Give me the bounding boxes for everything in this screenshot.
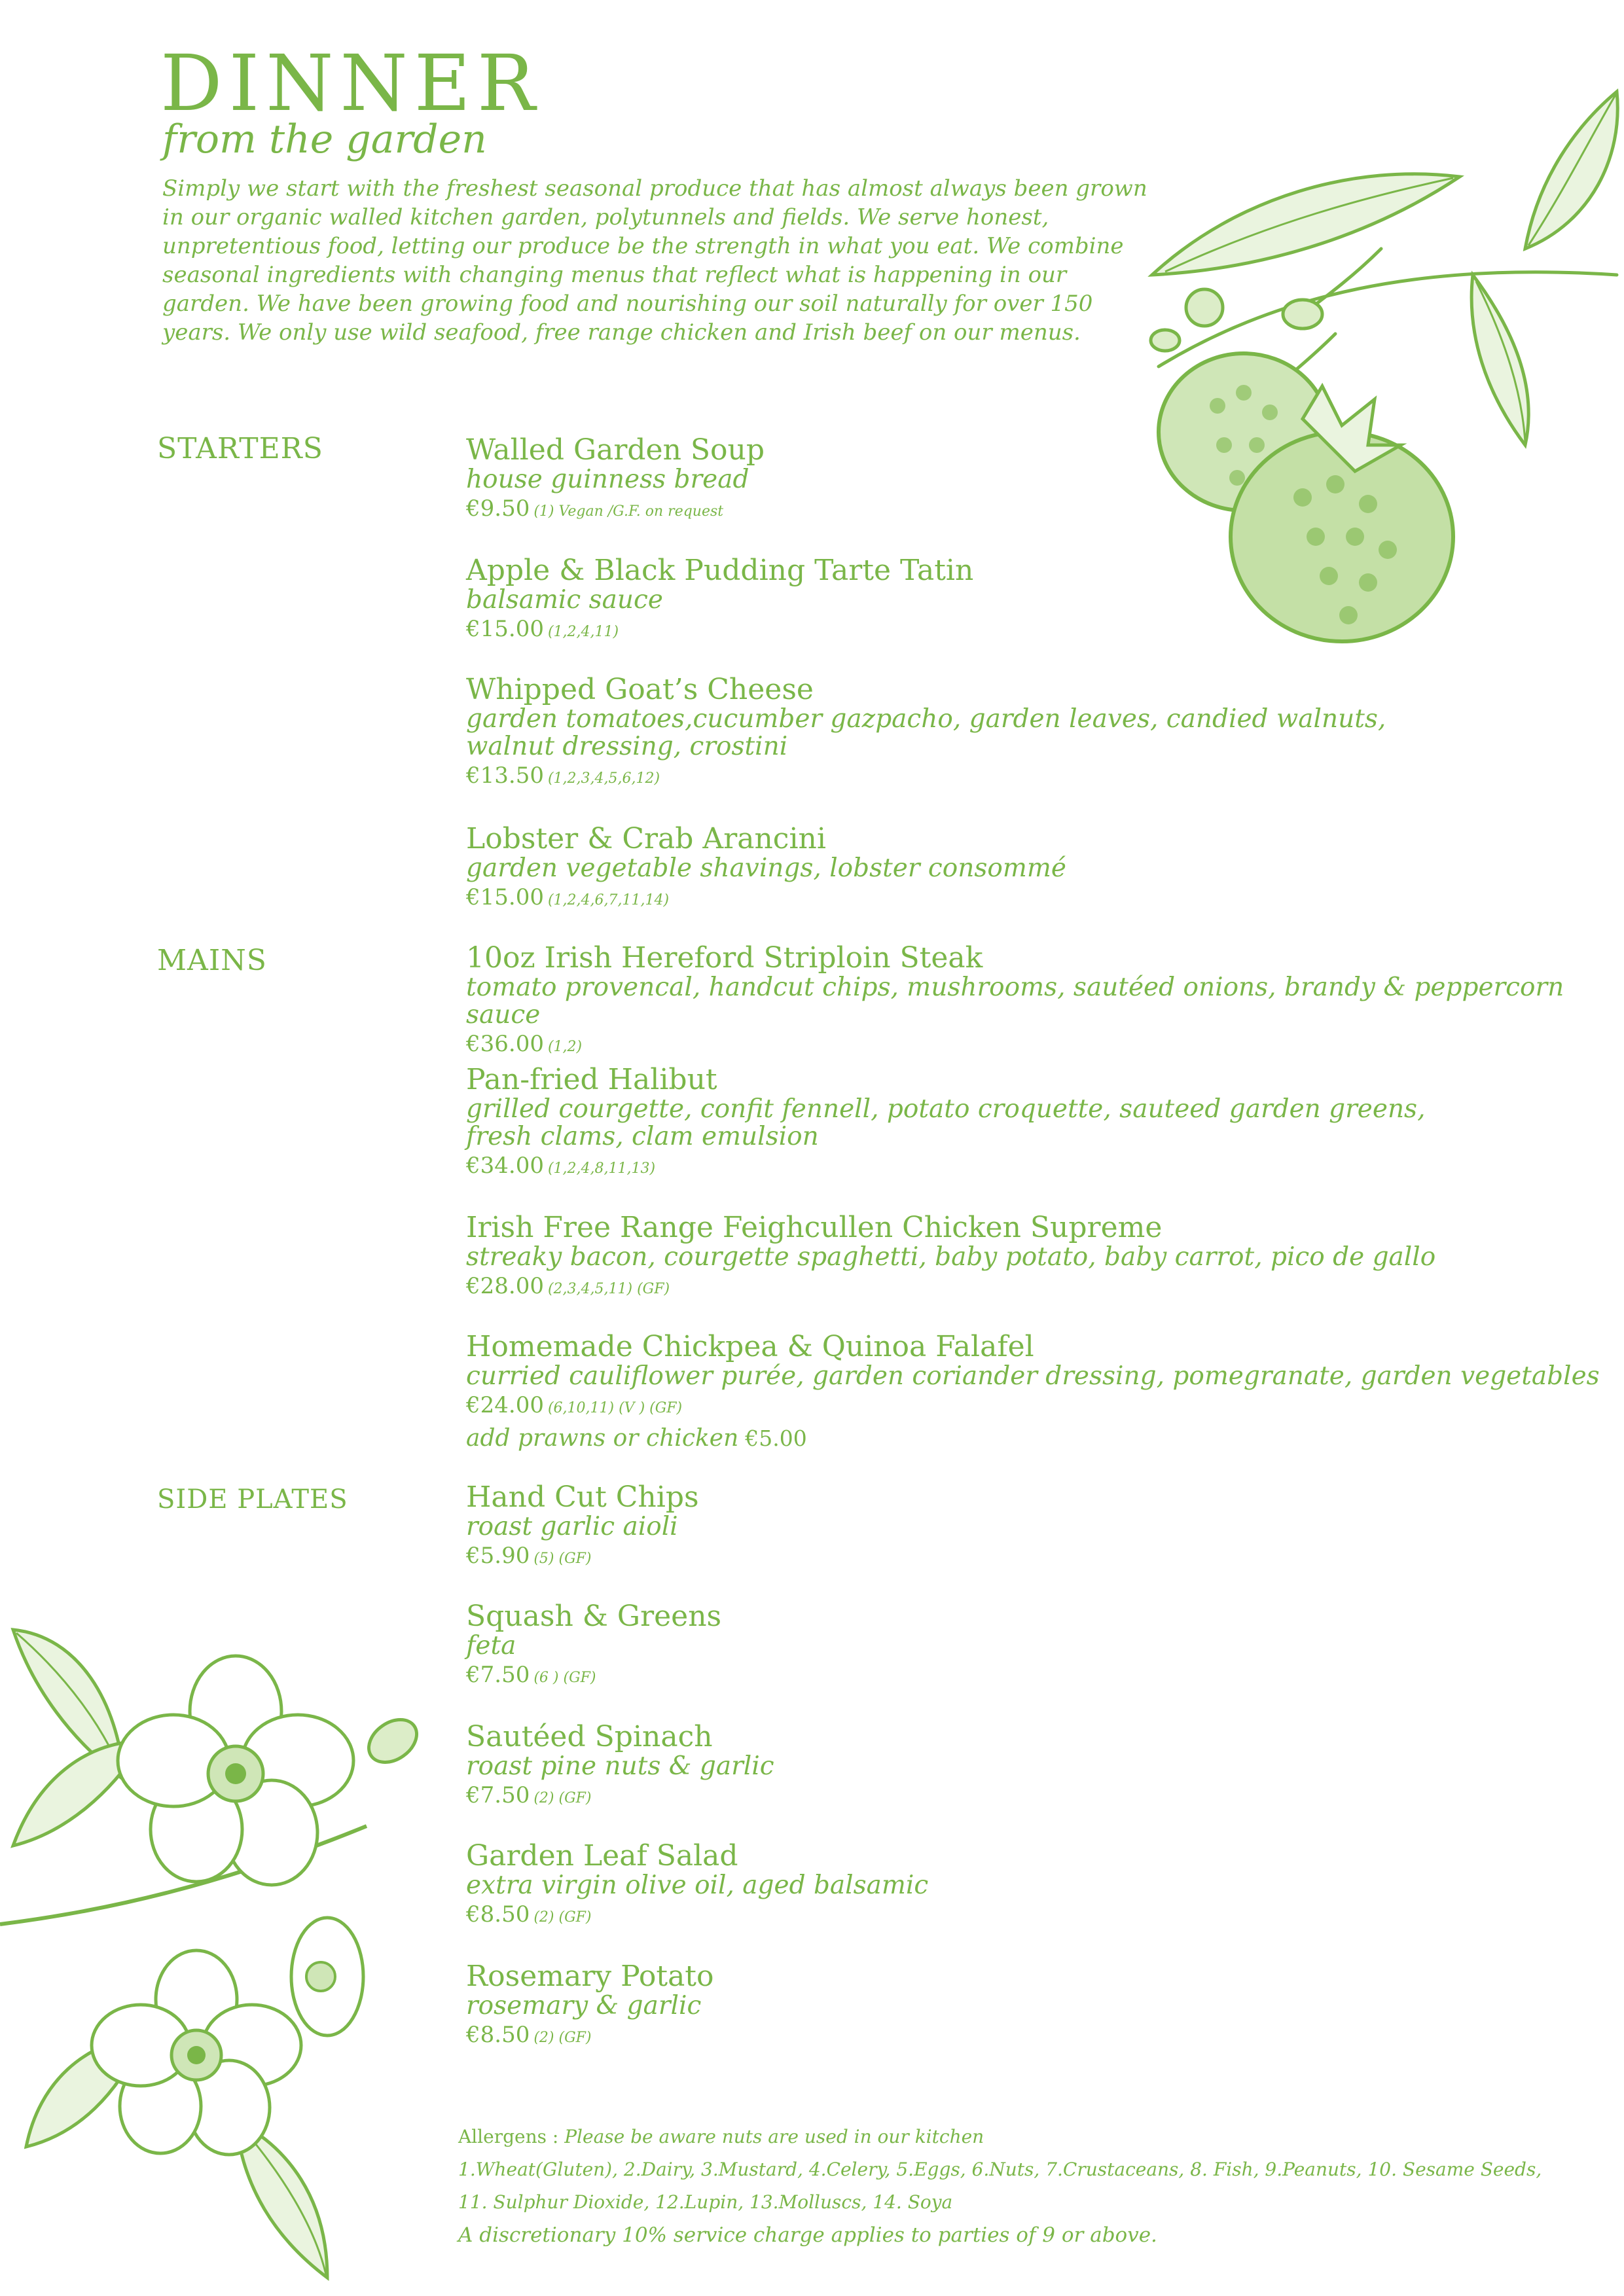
item-allergens: (5) (GF)	[533, 1551, 592, 1567]
item-price: €36.00	[466, 1031, 544, 1057]
item-name: Rosemary Potato	[466, 1960, 714, 1993]
item-price: €5.90	[466, 1543, 530, 1569]
menu-item	[466, 674, 1605, 794]
item-name: Walled Garden Soup	[466, 433, 765, 467]
item-price: €8.50	[466, 2022, 530, 2048]
item-name: Apple & Black Pudding Tarte Tatin	[466, 554, 974, 587]
item-price: €7.50	[466, 1782, 530, 1808]
menu-title: DINNER	[160, 38, 542, 128]
menu-item	[466, 1064, 1605, 1184]
menu-item	[466, 435, 1605, 527]
menu-subtitle: from the garden	[162, 117, 487, 162]
item-allergens: (1,2,4,8,11,13)	[547, 1160, 656, 1177]
item-description: roast garlic aioli	[466, 1512, 678, 1541]
menu-item	[466, 1721, 1605, 1814]
item-extra: add prawns or chicken	[466, 1425, 739, 1452]
item-allergens: (1,2,4,6,7,11,14)	[547, 892, 670, 908]
menu-item	[466, 1840, 1605, 1933]
item-description: grilled courgette, confit fennell, potato croquette, sauteed garden greens,	[466, 1094, 1426, 1124]
menu-item	[466, 1961, 1605, 2053]
item-description: house guinness bread	[466, 465, 749, 494]
allergens-footer	[458, 2121, 1571, 2251]
item-description: garden vegetable shavings, lobster consommé	[466, 853, 1066, 883]
intro-paragraph: Simply we start with the freshest seasonal produce that has almost always been grown in our organic walled kitchen garden, polytunnels and fields. We serve honest, unpretentious food, letting our produce be the strength in what you eat. We combine seasonal ingredients with changing menus that reflect what is happening in our garden. We have been growing food and nourishing our soil naturally for over 150 years. We only use wild seafood, free range chicken and Irish beef on our menus.	[162, 175, 1147, 346]
item-description: garden tomatoes,cucumber gazpacho, garden leaves, candied walnuts,	[466, 704, 1386, 734]
item-description: curried cauliflower purée, garden coriander dressing, pomegranate, garden vegetables	[466, 1361, 1600, 1391]
menu-item	[466, 1482, 1605, 1574]
item-name: Squash & Greens	[466, 1600, 722, 1633]
item-name: Irish Free Range Feighcullen Chicken Supreme	[466, 1211, 1163, 1244]
item-price: €13.50	[466, 762, 544, 789]
item-description: streaky bacon, courgette spaghetti, baby potato, baby carrot, pico de gallo	[466, 1242, 1436, 1272]
item-price: €9.50	[466, 495, 530, 522]
section-mains: MAINS	[157, 944, 267, 977]
menu-item	[466, 1331, 1605, 1454]
item-description: balsamic sauce	[466, 585, 663, 615]
menu-item	[466, 1212, 1605, 1304]
item-description: fresh clams, clam emulsion	[466, 1122, 819, 1151]
section-side-plates: SIDE PLATES	[157, 1484, 348, 1515]
menu-item	[466, 823, 1605, 916]
item-extra-price: €5.00	[745, 1426, 807, 1451]
item-name: Pan-fried Halibut	[466, 1063, 717, 1096]
item-description: feta	[466, 1631, 516, 1660]
flower-illustration	[0, 1610, 419, 2296]
allergens-label: Allergens :	[458, 2126, 565, 2147]
allergen-list-line-1: 1.Wheat(Gluten), 2.Dairy, 3.Mustard, 4.Celery, 5.Eggs, 6.Nuts, 7.Crustaceans, 8. Fish, 9.Peanuts, 10. Sesame Seeds,	[458, 2159, 1542, 2180]
item-allergens: (6,10,11) (V ) (GF)	[547, 1400, 683, 1416]
item-price: €24.00	[466, 1392, 544, 1418]
item-allergens: (6 ) (GF)	[533, 1670, 596, 1686]
item-name: 10oz Irish Hereford Striploin Steak	[466, 941, 983, 975]
allergens-note: Please be aware nuts are used in our kitchen	[564, 2126, 984, 2147]
item-description: extra virgin olive oil, aged balsamic	[466, 1871, 929, 1900]
item-price: €28.00	[466, 1273, 544, 1299]
item-description: tomato provencal, handcut chips, mushrooms, sautéed onions, brandy & peppercorn sauce	[466, 973, 1564, 1030]
item-price: €8.50	[466, 1901, 530, 1928]
item-price: €15.00	[466, 884, 544, 910]
item-allergens: (2,3,4,5,11) (GF)	[547, 1281, 670, 1297]
menu-item	[466, 942, 1605, 1062]
item-name: Lobster & Crab Arancini	[466, 822, 826, 855]
item-name: Garden Leaf Salad	[466, 1839, 738, 1873]
item-allergens: (2) (GF)	[533, 2030, 592, 2046]
item-description: roast pine nuts & garlic	[466, 1751, 774, 1781]
service-charge-note: A discretionary 10% service charge applies to parties of 9 or above.	[458, 2223, 1157, 2247]
item-name: Homemade Chickpea & Quinoa Falafel	[466, 1330, 1034, 1363]
item-name: Sautéed Spinach	[466, 1720, 713, 1753]
item-allergens: (1,2,4,11)	[547, 624, 619, 640]
item-allergens: (1,2)	[547, 1039, 583, 1055]
item-description: rosemary & garlic	[466, 1991, 702, 2020]
menu-item	[466, 1601, 1605, 1693]
item-price: €34.00	[466, 1153, 544, 1179]
item-allergens: (1) Vegan /G.F. on request	[533, 503, 724, 520]
menu-item	[466, 555, 1605, 647]
item-price: €7.50	[466, 1662, 530, 1688]
allergen-list-line-2: 11. Sulphur Dioxide, 12.Lupin, 13.Molluscs, 14. Soya	[458, 2191, 953, 2213]
item-allergens: (2) (GF)	[533, 1909, 592, 1926]
item-name: Hand Cut Chips	[466, 1480, 699, 1514]
item-allergens: (2) (GF)	[533, 1790, 592, 1806]
section-starters: STARTERS	[157, 432, 323, 465]
item-name: Whipped Goat’s Cheese	[466, 673, 814, 706]
item-price: €15.00	[466, 616, 544, 642]
item-description: walnut dressing, crostini	[466, 732, 788, 761]
item-allergens: (1,2,3,4,5,6,12)	[547, 770, 660, 787]
